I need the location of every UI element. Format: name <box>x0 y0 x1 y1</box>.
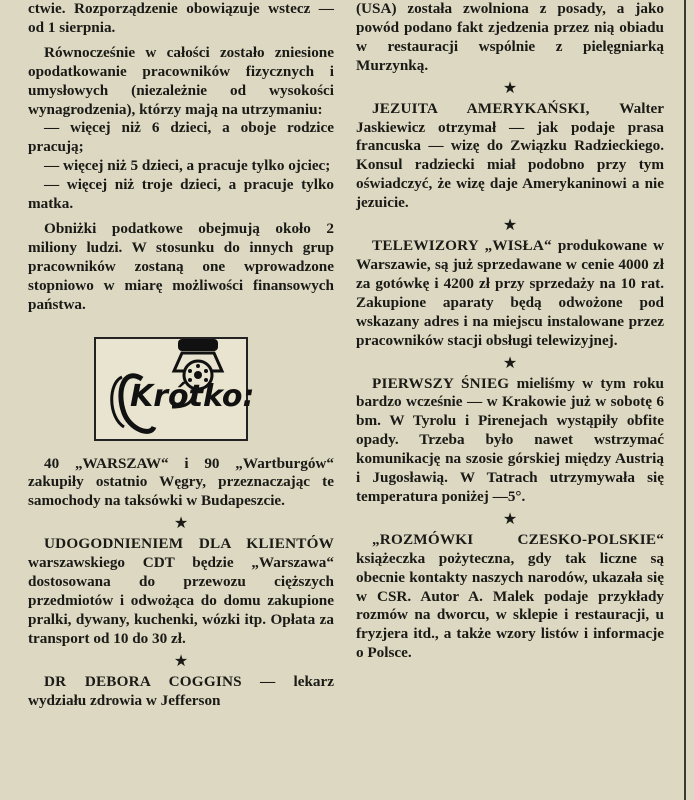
item-body: Walter Jaskiewicz otrzymał — jak podaje prasa francuska — wizę do Związku Radzieckiego. Konsul radziecki miał podobno przy tym oświadczyć, że wizę daje Amerykaninowi a nie jezuicie. <box>356 99 664 212</box>
item-warszaw-wartburg: 40 „WARSZAW“ i 90 „Wartburgów“ zakupiły ostatnio Węgry, przeznaczając te samochody na taksówki w Budapeszcie. <box>28 454 334 510</box>
paragraph-tax-reductions: Obniżki podatkowe obejmują około 2 miliony ludzi. W stosunku do innych grup pracowników zostaną one wprowadzone stopniowo w miarę możliwości finansowych państwa. <box>28 219 334 313</box>
separator-star: ★ <box>502 79 518 97</box>
separator-star: ★ <box>502 217 518 235</box>
item-body: książeczka pożyteczna, gdy tak liczne są obecnie kontakty naszych narodów, ukazała się w CSR. Autor A. Malek podaje przykłady rozmów na dworcu, w sklepie i restauracji, u fryzjera itd., a także wzory listów i informacje o Polsce. <box>356 549 664 662</box>
item-lead: DR DEBORA COGGINS <box>44 672 242 690</box>
item-body: warszawskiego CDT będzie „Warszawa“ dostosowana do przewozu cięższych przedmiotów i odwożąca do domu zakupione pralki, dywany, kuchenki, wózki itp. Opłata za transport od 10 do 30 zł. <box>28 554 334 647</box>
item-body: — lekarz wydziału zdrowia w Jefferson <box>28 672 334 709</box>
separator-star: ★ <box>173 652 189 670</box>
list-item-three-children: — więcej niż troje dzieci, a pracuje tylko matka. <box>28 176 334 213</box>
item-lead: JEZUITA AMERYKAŃSKI, <box>372 99 590 117</box>
item-debora-coggins-continued: (USA) została zwolniona z posady, a jako powód podano fakt zjedzenia przez nią obiadu w restauracji wspólnie z pielęgniarką Murzynką. <box>356 0 664 74</box>
list-item-six-children: — więcej niż 6 dzieci, a oboje rodzice pracują; <box>28 119 334 156</box>
krotko-logo <box>94 327 255 447</box>
item-body: mieliśmy w tym roku bardzo wcześnie — w Krakowie już w sobotę 6 bm. W Tyrolu i Pirenejach wystąpiły obfite opady. Trzeba było nawet wstrzymać komunikację na szosie górskiej między Austrią i Jugosławią. W Tatrach utrzymywała się temperatura poniżej —5°. <box>356 374 664 505</box>
item-wisla-tv <box>356 237 664 350</box>
item-cdt-transport <box>28 535 334 648</box>
item-body: produkowane w Warszawie, są już sprzedawane w cenie 4000 zł za gotówkę i 4200 zł przy sprzedaży na 10 rat. Zakupione aparaty będą odwożone pod wskazany adres i na miejscu instalowane przez pracowników stacji obsługi telewizyjnej. <box>356 237 664 349</box>
separator-star: ★ <box>502 354 518 372</box>
paragraph-tax-exemption: Równocześnie w całości zostało zniesione opodatkowanie pracowników fizycznych i umysłowych (niezależnie od wysokości wynagrodzenia), którzy mają na utrzymaniu: <box>28 43 334 118</box>
item-first-snow <box>356 375 664 507</box>
item-phrasebook <box>356 531 664 663</box>
separator-star: ★ <box>502 510 518 528</box>
left-column <box>28 0 334 710</box>
paragraph-decree: ctwie. Rozporządzenie obowiązuje wstecz — od 1 sierpnia. <box>28 0 334 36</box>
item-lead: TELEWIZORY „WISŁA“ <box>372 237 552 255</box>
column-rule <box>684 0 686 800</box>
right-column <box>356 0 664 663</box>
item-lead: UDOGODNIENIEM DLA KLIENTÓW <box>44 535 334 553</box>
separator-star: ★ <box>173 515 189 533</box>
item-jesuit <box>356 100 664 213</box>
logo-text: Krótko: <box>130 378 255 414</box>
item-debora-coggins <box>28 673 334 711</box>
list-item-five-children: — więcej niż 5 dzieci, a pracuje tylko ojciec; <box>44 157 331 175</box>
item-lead: „ROZMÓWKI CZESKO-POLSKIE“ <box>372 530 664 548</box>
item-lead: PIERWSZY ŚNIEG <box>372 374 510 392</box>
